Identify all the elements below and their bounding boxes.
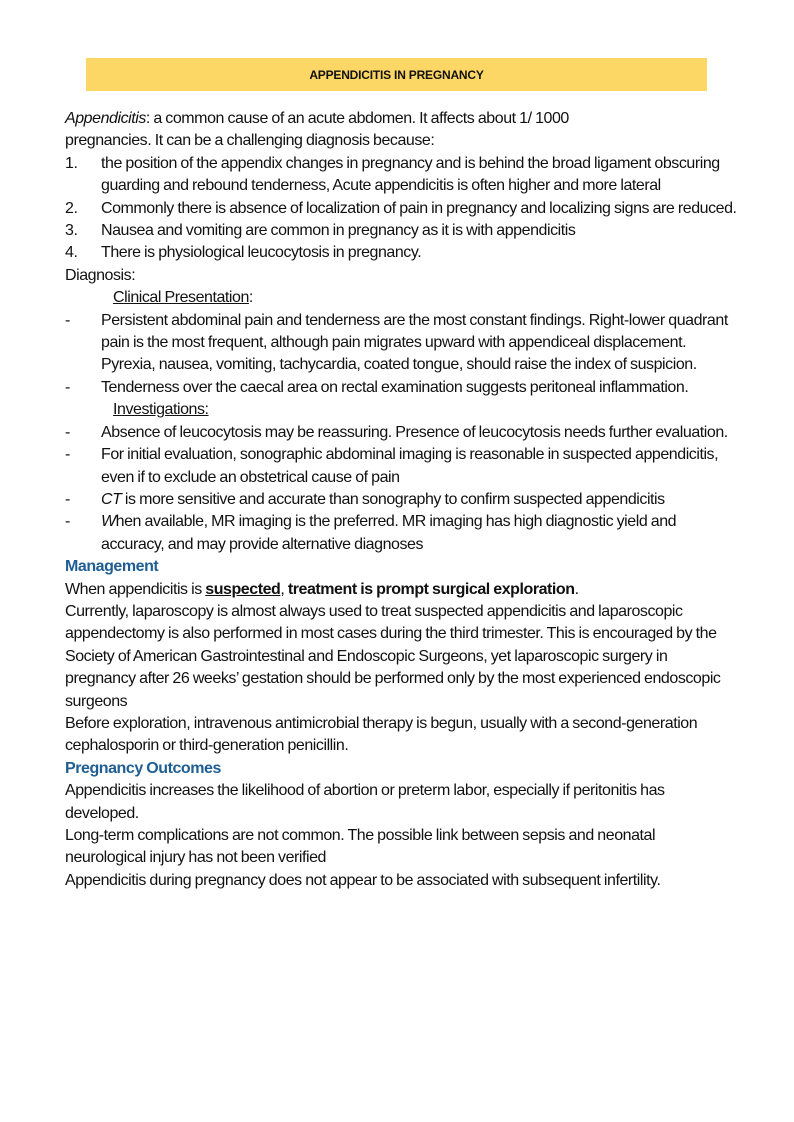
italic-lead: CT	[101, 490, 122, 508]
list-text: There is physiological leucocytosis in pregnancy.	[101, 244, 422, 262]
clinical-heading-colon: :	[248, 289, 253, 307]
list-text: For initial evaluation, sonographic abdominal imaging is reasonable in suspected appendicitis, even if to exclude an obstetrical cause of pain	[101, 446, 719, 486]
management-lead-bold: treatment is prompt surgical exploration	[287, 580, 575, 598]
management-paragraph: Currently, laparoscopy is almost always used to treat suspected appendicitis and laparoscopic appendectomy is also performed in most cases during the third trimester. This is encouraged by the Society of American Gastrointestinal and Endoscopic Surgeons, yet laparoscopic surgery in pregnancy after 26 weeks’ gestation should be performed only by the most experienced endoscopic surgeons	[65, 602, 721, 710]
clinical-presentation-heading	[65, 287, 737, 309]
title-banner	[86, 58, 707, 91]
reasons-list	[65, 153, 737, 265]
list-item	[65, 444, 737, 489]
diagnosis-label: Diagnosis:	[65, 266, 136, 284]
investigations-heading: Investigations:	[113, 401, 209, 419]
list-item	[65, 422, 737, 444]
list-text	[101, 489, 737, 511]
list-item	[65, 310, 737, 377]
intro-paragraph	[65, 108, 737, 153]
list-text	[101, 511, 737, 556]
list-text-rest: hen available, MR imaging is the preferred. MR imaging has high diagnostic yield and accuracy, and may provide alternative diagnoses	[101, 513, 677, 553]
list-marker: 1.	[65, 154, 78, 172]
list-text: Tenderness over the caecal area on rectal examination suggests peritoneal inflammation.	[101, 378, 689, 396]
list-marker: -	[65, 423, 70, 441]
outcomes-paragraph: Appendicitis during pregnancy does not appear to be associated with subsequent infertility.	[65, 871, 661, 889]
page-title: APPENDICITIS IN PREGNANCY	[309, 67, 484, 82]
list-item	[65, 489, 737, 511]
outcomes-paragraph: Long-term complications are not common. The possible link between sepsis and neonatal neurological injury has not been verified	[65, 827, 656, 867]
management-paragraph: Before exploration, intravenous antimicrobial therapy is begun, usually with a second-generation cephalosporin or third-generation penicillin.	[65, 714, 698, 755]
list-marker: 2.	[65, 199, 78, 217]
list-marker: -	[65, 446, 70, 464]
list-text: Persistent abdominal pain and tenderness are the most constant findings. Right-lower quadrant pain is the most frequent, although pain migrates upward with appendiceal displacement. Pyrexia, nausea, vomiting, tachycardia, coated tongue, should raise the index of suspicion.	[101, 311, 728, 374]
investigations-list	[65, 422, 737, 556]
list-item	[65, 198, 737, 220]
management-lead-end: .	[574, 580, 579, 598]
intro-line1: : a common cause of an acute abdomen. It affects about 1/ 1000	[145, 110, 569, 127]
list-marker: -	[65, 490, 70, 508]
clinical-heading-text: Clinical Presentation	[113, 289, 249, 307]
list-item	[65, 511, 737, 556]
management-lead	[65, 579, 737, 601]
list-text: Absence of leucocytosis may be reassuring. Presence of leucocytosis needs further evaluation.	[101, 423, 728, 441]
list-item	[65, 220, 737, 242]
list-text: Nausea and vomiting are common in pregnancy as it is with appendicitis	[101, 222, 576, 240]
document-body	[65, 108, 737, 892]
management-lead-comma: ,	[280, 580, 288, 598]
italic-lead: W	[101, 513, 116, 531]
list-item	[65, 153, 737, 198]
outcomes-paragraph: Appendicitis increases the likelihood of abortion or preterm labor, especially if peritonitis has developed.	[65, 782, 665, 822]
management-heading: Management	[65, 558, 159, 576]
list-marker: 3.	[65, 222, 78, 240]
list-text: the position of the appendix changes in pregnancy and is behind the broad ligament obscuring guarding and rebound tenderness, Acute appendicitis is often higher and more lateral	[101, 154, 720, 195]
list-text-rest: is more sensitive and accurate than sonography to confirm suspected appendicitis	[121, 490, 665, 508]
management-lead-pre: When appendicitis is	[65, 580, 206, 598]
outcomes-heading: Pregnancy Outcomes	[65, 759, 221, 777]
clinical-list	[65, 310, 737, 400]
intro-line2: pregnancies. It can be a challenging diagnosis because:	[65, 132, 435, 150]
list-marker: 4.	[65, 244, 78, 262]
list-item	[65, 242, 737, 264]
management-lead-suspected: suspected	[205, 580, 281, 598]
intro-term: Appendicitis	[65, 110, 146, 127]
list-marker: -	[65, 378, 70, 396]
list-text: Commonly there is absence of localization of pain in pregnancy and localizing signs are reduced.	[101, 199, 737, 217]
list-marker: -	[65, 311, 70, 329]
list-marker: -	[65, 513, 70, 531]
list-item	[65, 377, 737, 399]
